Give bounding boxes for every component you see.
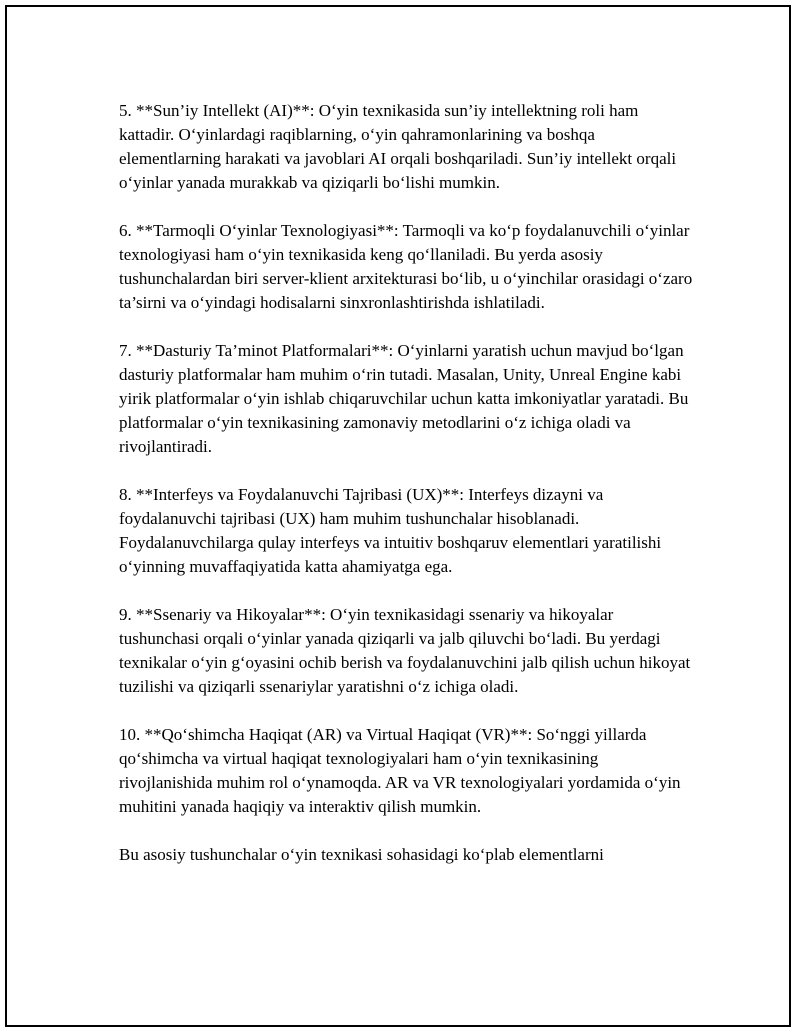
paragraph-interface-ux: 8. **Interfeys va Foydalanuvchi Tajribasi (UX)**: Interfeys dizayni va foydalanuvchi tajribasi (UX) ham muhim tushunchalar hisoblanadi. Foydalanuvchilarga qulay interfeys va intuitiv boshqaruv elementlari yaratilishi o‘yinning muvaffaqiyatida katta ahamiyatga ega.: [119, 485, 662, 576]
paragraph-ar-vr: 10. **Qo‘shimcha Haqiqat (AR) va Virtual Haqiqat (VR)**: So‘nggi yillarda qo‘shimcha va virtual haqiqat texnologiyalari ham o‘yin texnikasining rivojlanishida muhim rol o‘ynamoqda. AR va VR texnologiyalari yordamida o‘yin muhitini yanada haqiqiy va interaktiv qilish mumkin.: [119, 725, 681, 816]
paragraph-software-platforms: 7. **Dasturiy Ta’minot Platformalari**: O‘yinlarni yaratish uchun mavjud bo‘lgan dasturiy platformalar ham muhim o‘rin tutadi. Masalan, Unity, Unreal Engine kabi yirik platformalar o‘yin ishlab chiqaruvchilar uchun katta imkoniyatlar yaratadi. Bu platformalar o‘yin texnikasining zamonaviy metodlarini o‘z ichiga oladi va rivojlantiradi.: [119, 341, 689, 456]
page-frame: [5, 5, 791, 1027]
paragraph-ai: 5. **Sun’iy Intellekt (AI)**: O‘yin texnikasida sun’iy intellektning roli ham kattadir. O‘yinlardagi raqiblarning, o‘yin qahramonlarining va boshqa elementlarning harakati va javoblari AI orqali boshqariladi. Sun’iy intellekt orqali o‘yinlar yanada murakkab va qiziqarli bo‘lishi mumkin.: [119, 101, 677, 192]
paragraph-scenario-stories: 9. **Ssenariy va Hikoyalar**: O‘yin texnikasidagi ssenariy va hikoyalar tushunchasi orqali o‘yinlar yanada qiziqarli va jalb qiluvchi bo‘ladi. Bu yerdagi texnikalar o‘yin g‘oyasini ochib berish va foydalanuvchini jalb qilish uchun hikoyat tuzilishi va qiziqarli ssenariylar yaratishni o‘z ichiga oladi.: [119, 605, 691, 696]
paragraph-network-games: 6. **Tarmoqli O‘yinlar Texnologiyasi**: Tarmoqli va ko‘p foydalanuvchili o‘yinlar texnologiyasi ham o‘yin texnikasida keng qo‘llaniladi. Bu yerda asosiy tushunchalardan biri server-klient arxitekturasi bo‘lib, u o‘yinchilar orasidagi o‘zaro ta’sirni va o‘yindagi hodisalarni sinxronlashtirishda ishlatiladi.: [119, 221, 693, 312]
paragraph-conclusion: Bu asosiy tushunchalar o‘yin texnikasi sohasidagi ko‘plab elementlarni: [119, 845, 604, 864]
document-body: [119, 99, 694, 891]
